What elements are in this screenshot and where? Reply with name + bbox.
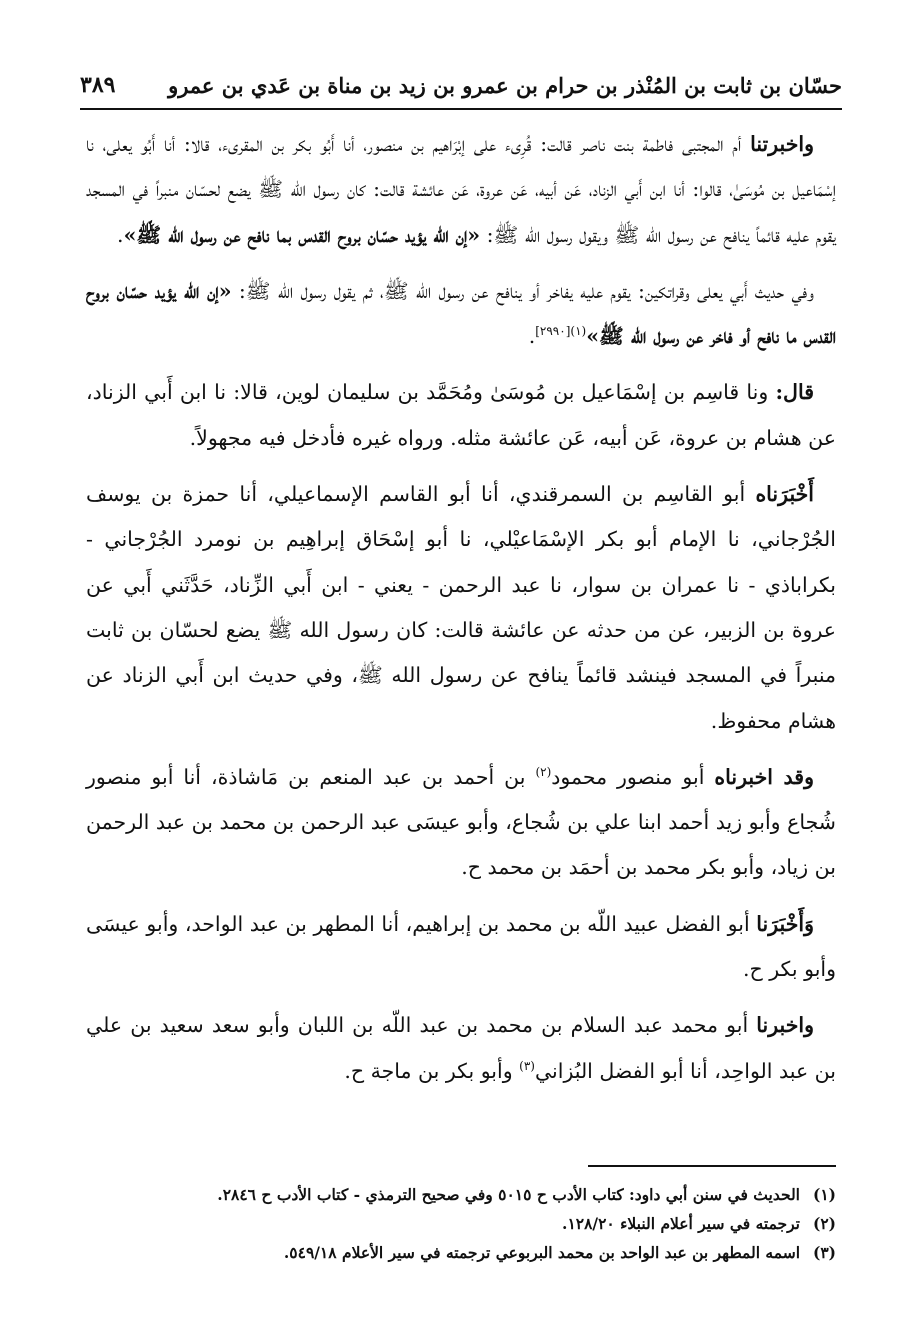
footnotes: [86, 1180, 836, 1267]
paragraph-text: أبو محمد عبد السلام بن محمد بن عبد اللّه بن اللبان وأبو سعد سعيد بن علي بن عبد الواحِد، أنا أبو الفضل البُزاني: [86, 1013, 836, 1083]
paragraph-lead: قال:: [775, 380, 814, 405]
paragraph-lead: وَأَخْبَرَنا: [756, 911, 814, 936]
footnote-ref: (٢): [535, 765, 552, 780]
paragraph-4: [86, 472, 836, 744]
hadith-quote: «إن الله يؤيد حسّان بروح القدس بما نافح عن رسول الله ﷺ»: [123, 222, 481, 247]
footnote-item: [86, 1209, 836, 1238]
paragraph-lead: واخبرنا: [756, 1013, 814, 1038]
paragraph-text-continued: وأبو بكر بن ماجة ح.: [344, 1058, 520, 1083]
body-text: [86, 122, 836, 1105]
paragraph-lead: وقد اخبرناه: [714, 764, 814, 789]
paragraph-text: أبو الفضل عبيد اللّه بن محمد بن إبراهيم، أنا المطهر بن عبد الواحد، وأبو عيسَى وأبو بكر ح.: [86, 911, 836, 982]
paragraph-6: [86, 902, 836, 993]
footnote-text: اسمه المطهر بن عبد الواحد بن محمد البربوعي ترجمته في سير الأعلام ٥٤٩/١٨.: [283, 1243, 800, 1262]
paragraph-5: [86, 755, 836, 891]
paragraph-lead: واخبرتنا: [750, 132, 814, 156]
paragraph-text-continued: بن أحمد بن عبد المنعم بن مَاشاذة، أنا أبو منصور شُجاع وأبو زيد أحمد ابنا علي بن شُجاع، وأبو عيسَى عبد الرحمن بن محمد بن عبد الرحمن بن زياد، وأبو بكر محمد بن أحمَد بن محمد ح.: [86, 764, 836, 880]
running-title: حسّان بن ثابت بن المُنْذر بن حرام بن عمرو بن زيد بن مناة بن عَدي بن عمرو: [168, 72, 842, 98]
hadith-quote: «إن الله يؤيد حسّان بروح القدس ما نافح أو فاخر عن رسول الله ﷺ»: [86, 278, 836, 349]
footnote-text: ترجمته في سير أعلام النبلاء ١٢٨/٢٠.: [562, 1214, 800, 1233]
footnote-mark: (١): [812, 1185, 836, 1204]
running-header: [80, 62, 842, 110]
paragraph-1: [86, 122, 836, 258]
paragraph-tail: .: [117, 222, 124, 247]
footnote-item: [86, 1180, 836, 1209]
paragraph-text: أبو منصور محمود: [551, 764, 715, 789]
footnote-text: الحديث في سنن أبي داود: كتاب الأدب ح ٥٠١٥ وفي صحيح الترمذي - كتاب الأدب ح ٢٨٤٦.: [217, 1185, 800, 1204]
paragraph-text: وفي حديث أَبي يعلى وقراتكين: يقوم عليه يفاخر أو ينافح عن رسول الله ﷺ، ثم يقول رسول الله ﷺ:: [231, 278, 814, 303]
footnote-ref: (١): [570, 324, 587, 339]
footnote-mark: (٣): [812, 1243, 836, 1262]
paragraph-text: أبو القاسِم بن السمرقندي، أنا أبو القاسم الإسماعيلي، أنا حمزة بن يوسف الجُرْجاني، نا الإمام أبو بكر الإسْمَاعيْلي، نا أبو إسْحَاق إبراهِيم بن نومرد الجُرْجاني - بكراباذي - نا عمران بن سوار، نا عبد الرحمن - يعني - ابن أَبي الزِّناد، حَدَّثَني أَبي عن عروة بن الزبير، عن من حدثه عن عائشة قالت: كان رسول الله ﷺ يضع لحسّان بن ثابت منبراً في المسجد فينشد قائماً ينافح عن رسول الله ﷺ، وفي حديث ابن أَبي الزناد عن هشام محفوظ.: [86, 482, 836, 733]
paragraph-text: ونا قاسِم بن إسْمَاعيل بن مُوسَىٰ ومُحَمَّد بن سليمان لوين، قالا: نا ابن أَبي الزناد، عن هشام بن عروة، عَن أبيه، عَن عائشة مثله. ورواه غيره فأدخل فيه مجهولاً.: [86, 380, 836, 450]
paragraph-7: [86, 1003, 836, 1094]
footnote-mark: (٢): [812, 1214, 836, 1233]
footnote-divider: [588, 1165, 836, 1167]
footnote-ref: (٣): [519, 1058, 535, 1073]
paragraph-2: [86, 269, 836, 360]
paragraph-text: أم المجتبى فاطمة بنت ناصر قالت: قُرِىء على إبْرَاهيم بن منصور، أنا أَبُو بكر بن المقرىء، قالا: أنا أَبُو يعلى، نا إسْمَاعيل بن مُوسَىٰ، قالوا: أنا ابن أَبي الزناد، عَن أبيه، عَن عروة، عَن عائشة قالت: كان رسول الله ﷺ يضع لحسّان منبراً في المسجد يقوم عليه قائماً ينافح عن رسول الله ﷺ ويقول رسول الله ﷺ:: [86, 132, 836, 247]
hadith-number: [٢٩٩٠]: [535, 324, 571, 339]
paragraph-3: [86, 370, 836, 461]
paragraph-tail: .: [528, 324, 536, 349]
paragraph-lead: أَخْبَرَناه: [755, 482, 814, 507]
footnote-item: [86, 1238, 836, 1267]
page-number: ٣٨٩: [80, 72, 116, 98]
